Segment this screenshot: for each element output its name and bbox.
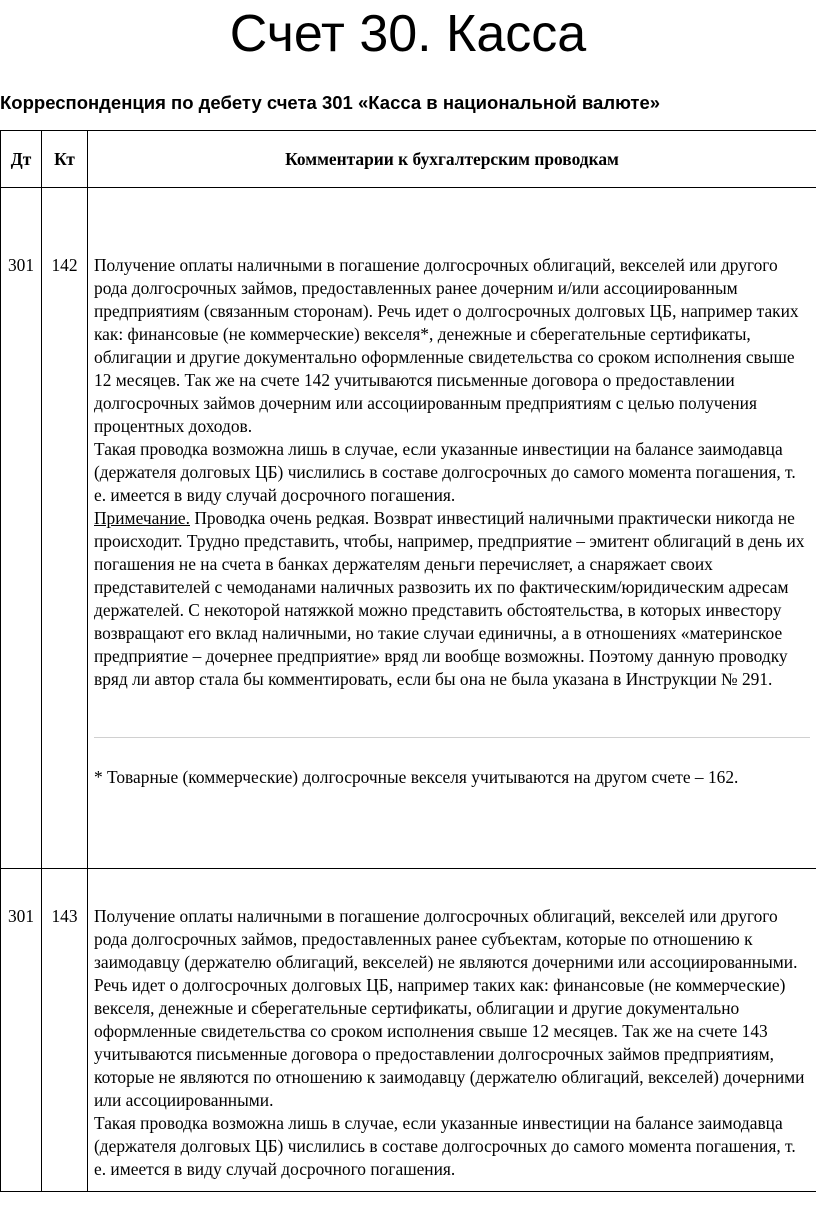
header-comment: Комментарии к бухгалтерским проводкам [88,131,816,188]
row-kt: 143 [42,869,88,1192]
comment-paragraph: Такая проводка возможна лишь в случае, если указанные инвестиции на балансе заимодавца (держателя долговых ЦБ) числились в составе долгосрочных до самого момента погашения, т. е. имеется в виду случай досрочного погашения. [94,1113,796,1179]
comment-note [94,507,810,691]
row-kt: 142 [42,188,88,869]
note-label: Примечание. [94,508,190,528]
postings-table [0,130,816,1192]
table-header-row [1,131,816,188]
header-kt: Кт [42,131,88,188]
table-row [1,869,816,1192]
table-row [1,188,816,869]
row-comment [88,188,816,869]
comment-paragraph: Получение оплаты наличными в погашение долгосрочных облигаций, векселей или другого рода долгосрочных займов, предоставленных ранее дочерним и/или ассоциированным предприятиям (связанным сторонам). Речь идет о долгосрочных долговых ЦБ, например таких как: финансовые (не коммерческие) векселя*, денежные и сберегательные сертификаты, облигации и другие документально оформленные свидетельства со сроком исполнения свыше 12 месяцев. Так же на счете 142 учитываются письменные договора о предоставлении долгосрочных займов дочерним или ассоциированным предприятиям с целью получения процентных доходов. [94,255,799,436]
footnote: * Товарные (коммерческие) долгосрочные векселя учитываются на другом счете – 162. [94,767,739,787]
row-comment [88,869,816,1192]
row-dt: 301 [1,188,42,869]
comment-paragraph: Такая проводка возможна лишь в случае, если указанные инвестиции на балансе заимодавца (держателя долговых ЦБ) числились в составе долгосрочных до самого момента погашения, т. е. имеется в виду случай досрочного погашения. [94,439,796,505]
page-title: Счет 30. Касса [229,5,587,63]
note-text: Проводка очень редкая. Возврат инвестиций наличными практически никогда не происходит. Трудно представить, чтобы, например, предприятие – эмитент облигаций в день их погашения не на счета в банках держателям деньги перечисляет, а снаряжает своих представителей с чемоданами наличных развозить их по фактическим/юридическим адресам держателей. С некоторой натяжкой можно представить обстоятельства, в которых инвестору возвращают его вклад наличными, но такие случаи единичны, а в отношениях «материнское предприятие – дочернее предприятие» вряд ли вообще возможны. Поэтому данную проводку вряд ли автор стала бы комментировать, если бы она не была указана в Инструкции № 291. [94,508,805,689]
comment-paragraph: Получение оплаты наличными в погашение долгосрочных облигаций, векселей или другого рода долгосрочных займов, предоставленных ранее субъектам, которые по отношению к заимодавцу (держателю облигаций, векселей) не являются дочерними или ассоциированными. Речь идет о долгосрочных долговых ЦБ, например таких как: финансовые (не коммерческие) векселя, денежные и сберегательные сертификаты, облигации и другие документально оформленные свидетельства со сроком исполнения свыше 12 месяцев. Так же на счете 143 учитываются письменные договора о предоставлении долгосрочных займов предприятиям, которые не являются по отношению к заимодавцу (держателю облигаций, векселей) дочерними или ассоциированными. [94,906,805,1110]
footnote-divider [94,737,810,738]
row-dt: 301 [1,869,42,1192]
header-dt: Дт [1,131,42,188]
section-subtitle: Корреспонденция по дебету счета 301 «Касса в национальной валюте» [0,92,661,113]
